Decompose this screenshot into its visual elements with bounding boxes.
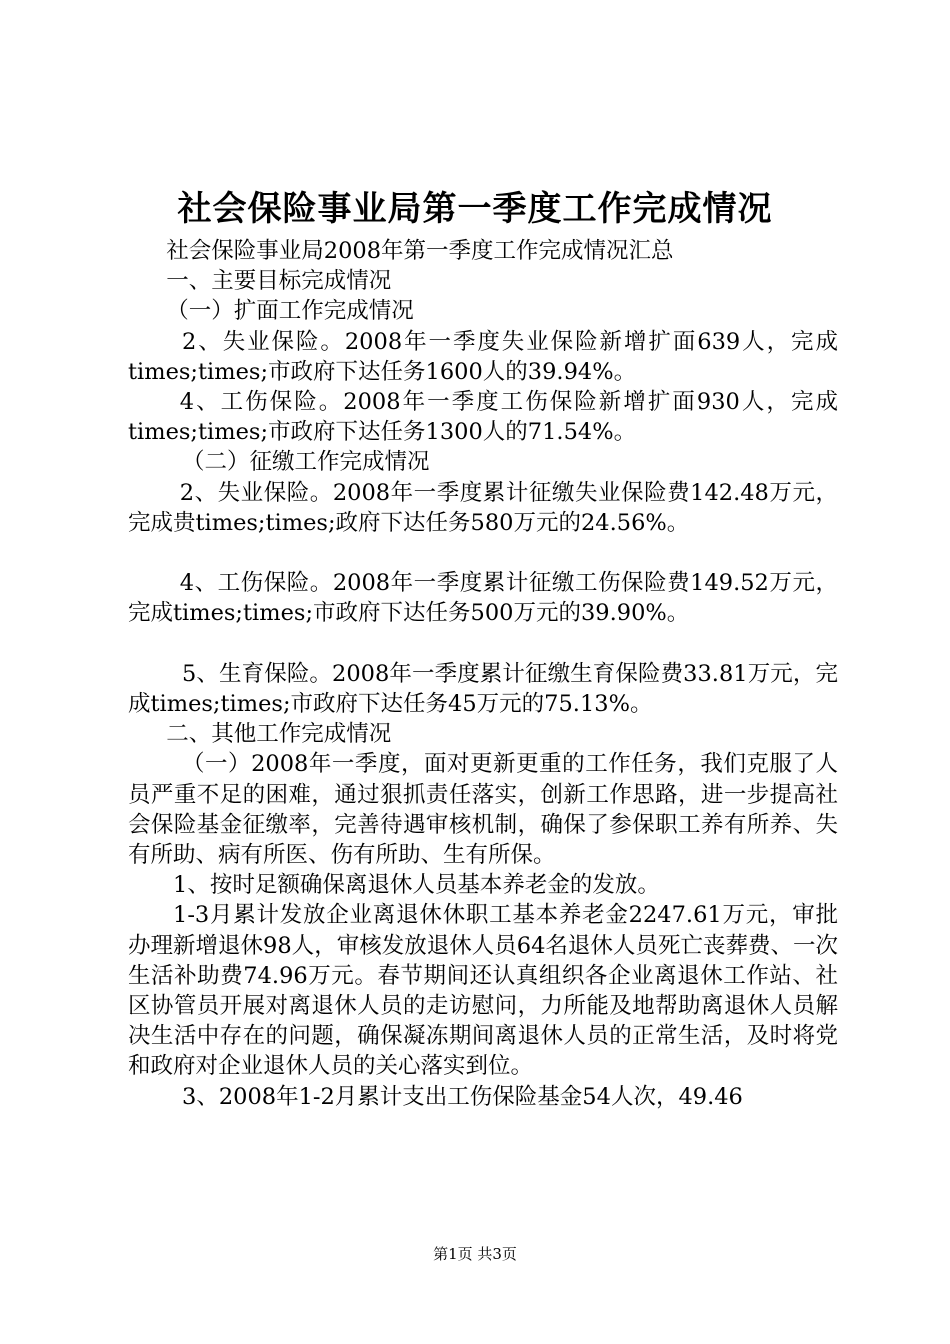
paragraph-injury-expansion: 4、工伤保险。2008年一季度工伤保险新增扩面930人，完成times;times;市政府下达任务1300人的71.54%。 [128, 389, 838, 446]
paragraph-injury-collection: 4、工伤保险。2008年一季度累计征缴工伤保险费149.52万元，完成times;times;市政府下达任务500万元的39.90%。 [128, 570, 838, 627]
blank-line [128, 538, 838, 568]
paragraph-unemployment-collection: 2、失业保险。2008年一季度累计征缴失业保险费142.48万元，完成贵times;times;政府下达任务580万元的24.56%。 [128, 479, 838, 536]
paragraph-injury-fund: 3、2008年1-2月累计支出工伤保险基金54人次，49.46 [182, 1083, 743, 1110]
paragraph-summary-heading: 社会保险事业局2008年第一季度工作完成情况汇总 [166, 238, 674, 264]
paragraph-pension-details: 1-3月累计发放企业离退休休职工基本养老金2247.61万元，审批办理新增退休98人，审核发放退休人员64名退休人员死亡丧葬费、一次生活补助费74.96万元。春节期间还认真组织各企业离退休工作站、社区协管员开展对离退休人员的走访慰问，力所能及地帮助离退休人员解决生活中存在的问题，确保凝冻期间离退休人员的正常生活，及时将党和政府对企业退休人员的关心落实到位。 [128, 902, 838, 1080]
paragraph-unemployment-expansion: 2、失业保险。2008年一季度失业保险新增扩面639人，完成times;times;市政府下达任务1600人的39.94%。 [128, 328, 838, 385]
document-body [128, 236, 838, 1112]
page-number: 第1页 共3页 [433, 1245, 517, 1263]
paragraph-pension-heading: 1、按时足额确保离退休人员基本养老金的发放。 [173, 872, 660, 899]
document-title: 社会保险事业局第一季度工作完成情况 [177, 189, 773, 229]
section-heading-other-work: 二、其他工作完成情况 [166, 721, 392, 748]
section-heading-main-goals: 一、主要目标完成情况 [166, 268, 392, 295]
paragraph-other-work-summary: （一）2008年一季度，面对更新更重的工作任务，我们克服了人员严重不足的困难，通过狠抓责任落实，创新工作思路，进一步提高社会保险基金征缴率，完善待遇审核机制，确保了参保职工养有所养、失有所助、病有所医、伤有所助、生有所保。 [128, 751, 838, 869]
subsection-heading-collection: （二）征缴工作完成情况 [182, 449, 430, 476]
blank-line [128, 629, 838, 659]
paragraph-maternity-collection: 5、生育保险。2008年一季度累计征缴生育保险费33.81万元，完成times;times;市政府下达任务45万元的75.13%。 [128, 660, 838, 718]
subsection-heading-expansion: （一）扩面工作完成情况 [166, 298, 414, 325]
